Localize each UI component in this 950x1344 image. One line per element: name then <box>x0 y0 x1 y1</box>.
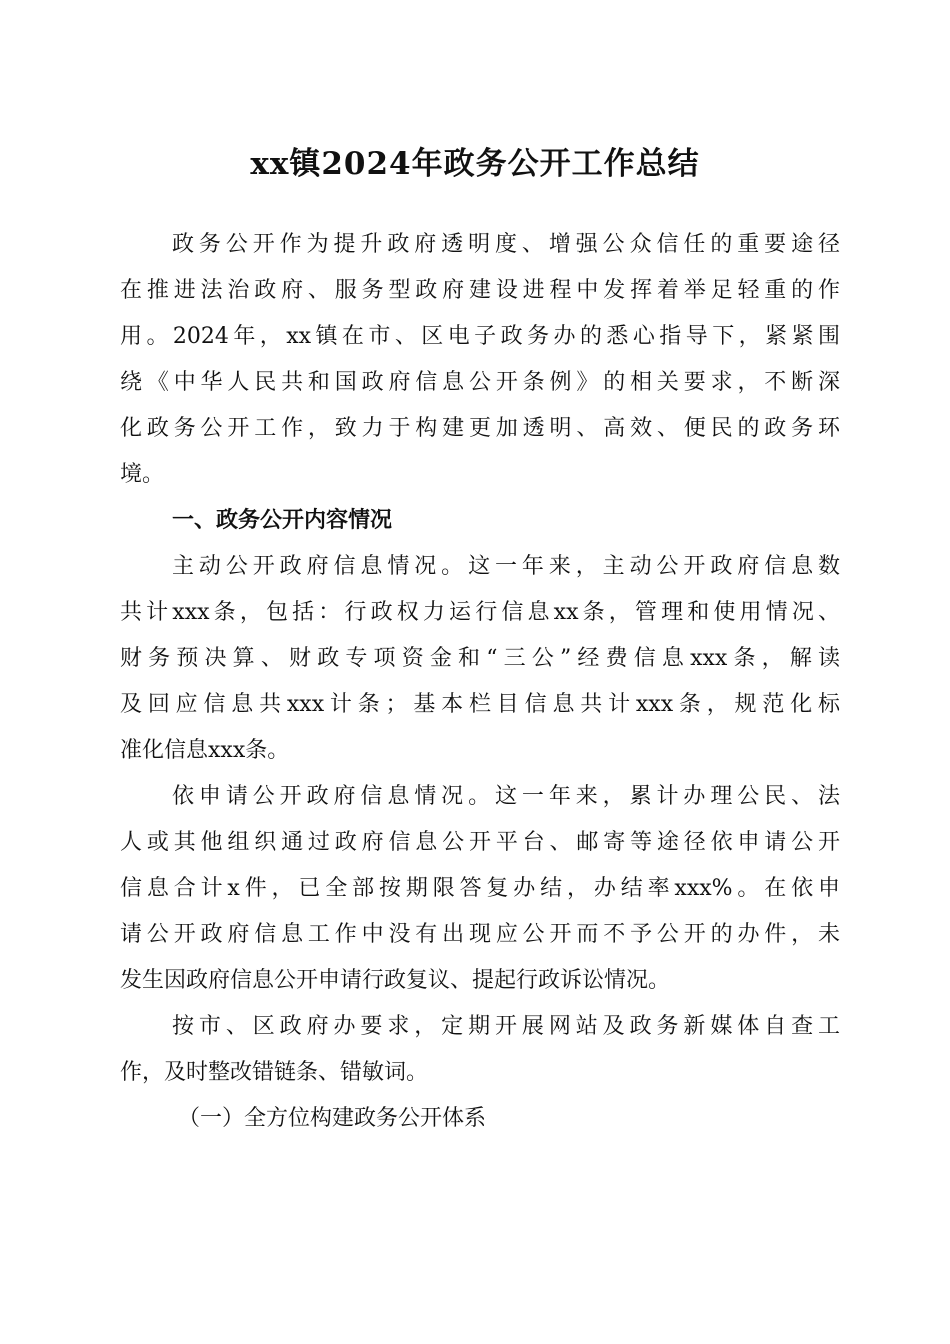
subsection-heading: （一）全方位构建政务公开体系 <box>178 1106 487 1131</box>
intro-line: 绕《中华人民共和国政府信息公开条例》的相关要求，不断深 <box>120 370 840 395</box>
paragraph-line: 人或其他组织通过政府信息公开平台、邮寄等途径依申请公开 <box>120 830 840 855</box>
paragraph-line: 财务预决算、财政专项资金和“三公”经费信息xxx条，解读 <box>120 646 840 671</box>
paragraph-line: 按市、区政府办要求，定期开展网站及政务新媒体自查工 <box>172 1014 840 1039</box>
paragraph-line: 依申请公开政府信息情况。这一年来，累计办理公民、法 <box>172 784 840 809</box>
intro-line: 化政务公开工作，致力于构建更加透明、高效、便民的政务环 <box>120 416 840 441</box>
intro-line: 在推进法治政府、服务型政府建设进程中发挥着举足轻重的作 <box>120 278 840 303</box>
paragraph-line: 发生因政府信息公开申请行政复议、提起行政诉讼情况。 <box>120 968 671 993</box>
intro-line: 用。2024年，xx镇在市、区电子政务办的悉心指导下，紧紧围 <box>120 324 840 349</box>
document-title: xx镇2024年政务公开工作总结 <box>250 146 700 182</box>
paragraph-line: 作，及时整改错链条、错敏词。 <box>120 1060 429 1085</box>
section-heading: 一、政务公开内容情况 <box>172 508 393 533</box>
paragraph-line: 及回应信息共xxx计条；基本栏目信息共计xxx条，规范化标 <box>120 692 840 717</box>
paragraph-line: 主动公开政府信息情况。这一年来，主动公开政府信息数 <box>172 554 840 579</box>
intro-line: 政务公开作为提升政府透明度、增强公众信任的重要途径 <box>172 232 840 257</box>
paragraph-line: 信息合计x件，已全部按期限答复办结，办结率xxx%。在依申 <box>120 876 840 901</box>
paragraph-line: 共计xxx条，包括：行政权力运行信息xx条，管理和使用情况、 <box>120 600 840 625</box>
paragraph-line: 请公开政府信息工作中没有出现应公开而不予公开的办件，未 <box>120 922 840 947</box>
paragraph-line: 准化信息xxx条。 <box>120 738 290 763</box>
intro-line: 境。 <box>120 462 165 487</box>
